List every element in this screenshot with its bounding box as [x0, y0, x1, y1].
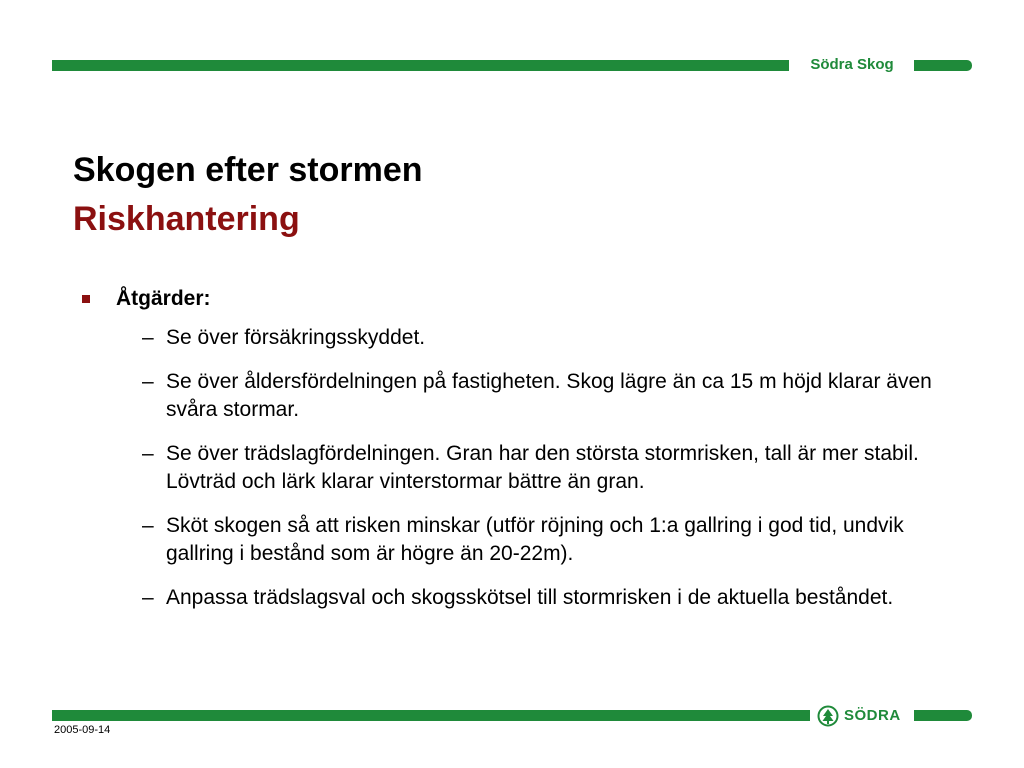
- brand-label: Södra Skog: [810, 56, 894, 73]
- bullet-heading-text: Åtgärder:: [116, 287, 211, 310]
- slide-title: Skogen efter stormen: [73, 151, 423, 189]
- list-item: [80, 512, 940, 568]
- slide-subtitle: Riskhantering: [73, 200, 300, 238]
- footer-date: 2005-09-14: [54, 724, 111, 736]
- list-item: [80, 584, 940, 612]
- header-bar-left: [52, 60, 789, 71]
- dash-bullet-icon: –: [142, 326, 154, 349]
- tree-emblem-icon: [817, 705, 839, 727]
- dash-bullet-icon: –: [142, 586, 154, 609]
- list-item-text: Se över försäkringsskyddet.: [166, 326, 426, 349]
- square-bullet-icon: [82, 295, 90, 303]
- footer-bar-left: [52, 710, 810, 721]
- list-item-text: Sköt skogen så att risken minskar (utför röjning och 1:a gallring i god tid, undvik gallring i bestånd som är högre än 20-22m).: [166, 514, 904, 565]
- footer-bar-right: [914, 710, 972, 721]
- logo-text: SÖDRA: [844, 707, 901, 724]
- list-item: [80, 324, 940, 352]
- dash-bullet-icon: –: [142, 514, 154, 537]
- dash-bullet-icon: –: [142, 370, 154, 393]
- sodra-logo: [817, 703, 901, 729]
- list-item: [80, 368, 940, 424]
- list-item-text: Anpassa trädslagsval och skogsskötsel till stormrisken i de aktuella beståndet.: [166, 586, 894, 609]
- action-list: [80, 324, 940, 612]
- slide-content: [80, 284, 940, 628]
- list-item-text: Se över trädslagfördelningen. Gran har den största stormrisken, tall är mer stabil. Lövträd och lärk klarar vinterstormar bättre än gran.: [166, 442, 919, 493]
- list-item: [80, 440, 940, 496]
- header-bar-right: [914, 60, 972, 71]
- bullet-heading: [80, 284, 940, 314]
- dash-bullet-icon: –: [142, 442, 154, 465]
- list-item-text: Se över åldersfördelningen på fastigheten. Skog lägre än ca 15 m höjd klarar även svåra stormar.: [166, 370, 932, 421]
